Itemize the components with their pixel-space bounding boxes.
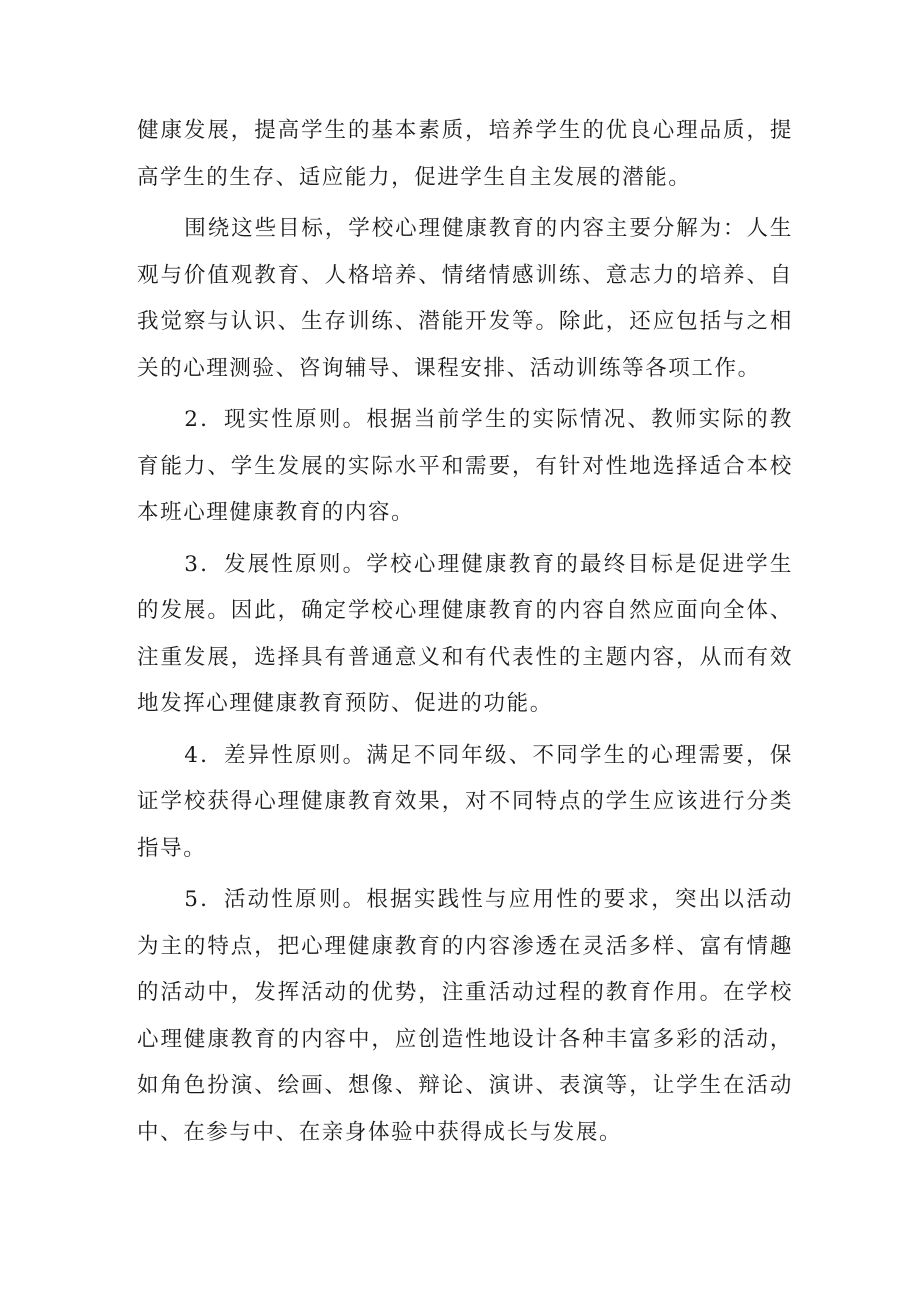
paragraph-principle-development: 3．发展性原则。学校心理健康教育的最终目标是促进学生的发展。因此，确定学校心理健康教育的内容自然应面向全体、注重发展，选择具有普通意义和有代表性的主题内容，从而有效地发挥心理健康教育预防、促进的功能。 (137, 551, 793, 716)
paragraph-principle-reality: 2．现实性原则。根据当前学生的实际情况、教师实际的教育能力、学生发展的实际水平和需要，有针对性地选择适合本校本班心理健康教育的内容。 (137, 407, 793, 525)
document-body (137, 108, 793, 1161)
paragraph-principle-activity: 5．活动性原则。根据实践性与应用性的要求，突出以活动为主的特点，把心理健康教育的内容渗透在灵活多样、富有情趣的活动中，发挥活动的优势，注重活动过程的教育作用。在学校心理健康教育的内容中，应创造性地设计各种丰富多彩的活动，如角色扮演、绘画、想像、辩论、演讲、表演等，让学生在活动中、在参与中、在亲身体验中获得成长与发展。 (137, 887, 793, 1145)
paragraph-content-goals: 围绕这些目标，学校心理健康教育的内容主要分解为：人生观与价值观教育、人格培养、情绪情感训练、意志力的培养、自我觉察与认识、生存训练、潜能开发等。除此，还应包括与之相关的心理测验、咨询辅导、课程安排、活动训练等各项工作。 (137, 216, 793, 381)
paragraph-continuation: 健康发展，提高学生的基本素质，培养学生的优良心理品质，提高学生的生存、适应能力，促进学生自主发展的潜能。 (137, 118, 793, 190)
paragraph-principle-difference: 4．差异性原则。满足不同年级、不同学生的心理需要，保证学校获得心理健康教育效果，对不同特点的学生应该进行分类指导。 (137, 742, 793, 861)
